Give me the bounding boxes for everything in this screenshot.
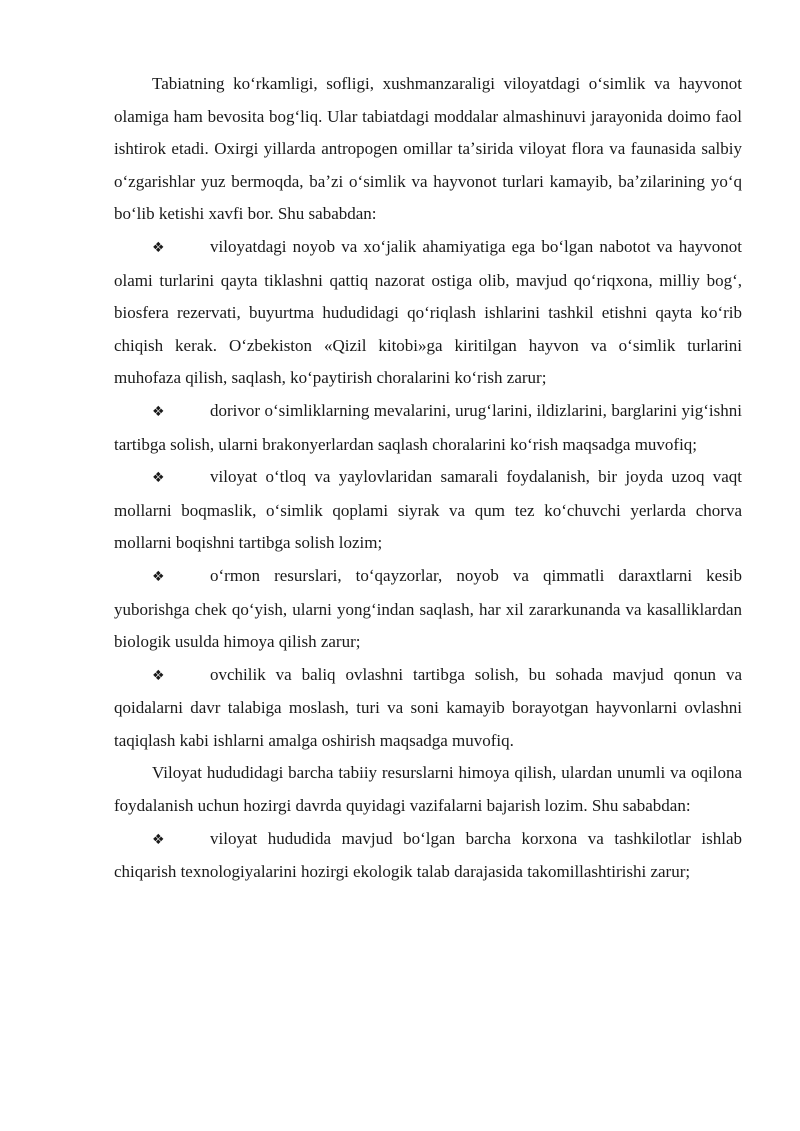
diamond-bullet-icon: ❖ bbox=[152, 667, 165, 684]
diamond-bullet-icon: ❖ bbox=[152, 239, 165, 256]
bullet-text: dorivor oʻsimliklarning mevalarini, urugʻlarini, ildizlarini, barglarini yigʻishni tartibga solish, ularni brakonyerlardan saqlash choralarini koʻrish maqsadga muvofiq; bbox=[114, 400, 742, 454]
bullet-text: viloyat hududida mavjud boʻlgan barcha korxona va tashkilotlar ishlab chiqarish texnologiyalarini hozirgi ekologik talab darajasida takomillashtirishi zarur; bbox=[114, 828, 742, 882]
bullet-text: ovchilik va baliq ovlashni tartibga solish, bu sohada mavjud qonun va qoidalarni davr talabiga moslash, turi va soni kamayib borayotgan hayvonlarni ovlashni taqiqlash kabi ishlarni amalga oshirish maqsadga muvofiq. bbox=[114, 664, 742, 750]
bullet-text: oʻrmon resurslari, toʻqayzorlar, noyob va qimmatli daraxtlarni kesib yuborishga chek qoʻyish, ularni yongʻindan saqlash, har xil zararkunanda va kasalliklardan biologik usulda himoya qilish zarur; bbox=[114, 565, 742, 652]
second-paragraph: Viloyat hududidagi barcha tabiiy resurslarni himoya qilish, ulardan unumli va oqilona foydalanish uchun hozirgi davrda quyidagi vazifalarni bajarish lozim. Shu sababdan: bbox=[114, 763, 742, 816]
diamond-bullet-icon: ❖ bbox=[152, 470, 165, 487]
bullet-item bbox=[114, 461, 742, 560]
bullet-item bbox=[114, 659, 742, 758]
bullet-item bbox=[114, 823, 742, 889]
diamond-bullet-icon: ❖ bbox=[152, 568, 165, 585]
diamond-bullet-icon: ❖ bbox=[152, 403, 165, 420]
bullet-text: viloyat oʻtloq va yaylovlaridan samarali foydalanish, bir joyda uzoq vaqt mollarni boqmaslik, oʻsimlik qoplami siyrak va qum tez koʻchuvchi yerlarda chorva mollarni boqishni tartibga solish lozim; bbox=[114, 467, 742, 553]
bullet-item bbox=[114, 395, 742, 461]
diamond-bullet-icon: ❖ bbox=[152, 831, 165, 848]
bullet-item bbox=[114, 560, 742, 659]
bullet-item bbox=[114, 231, 742, 395]
intro-paragraph: Tabiatning koʻrkamligi, sofligi, xushmanzaraligi viloyatdagi oʻsimlik va hayvonot olamiga ham bevosita bogʻliq. Ular tabiatdagi moddalar almashinuvi jarayonida doimo faol ishtirok etadi. Oxirgi yillarda antropogen omillar taʼsirida viloyat flora va faunasida salbiy oʻzgarishlar yuz bermoqda, baʼzi oʻsimlik va hayvonot turlari kamayib, baʼzilarining yoʻq boʻlib ketishi xavfi bor. Shu sababdan: bbox=[114, 74, 742, 224]
bullet-text: viloyatdagi noyob va xoʻjalik ahamiyatiga ega boʻlgan nabotot va hayvonot olami turlarini qayta tiklashni qattiq nazorat ostiga olib, mavjud qoʻriqxona, milliy bogʻ, biosfera rezervati, buyurtma hududidagi qoʻriqlash ishlarini tashkil etishni qayta koʻrib chiqish kerak. Oʻzbekiston «Qizil kitobi»ga kiritilgan hayvon va oʻsimlik turlarini muhofaza qilish, saqlash, koʻpaytirish choralarini koʻrish zarur; bbox=[114, 236, 742, 388]
document-page bbox=[114, 68, 742, 889]
